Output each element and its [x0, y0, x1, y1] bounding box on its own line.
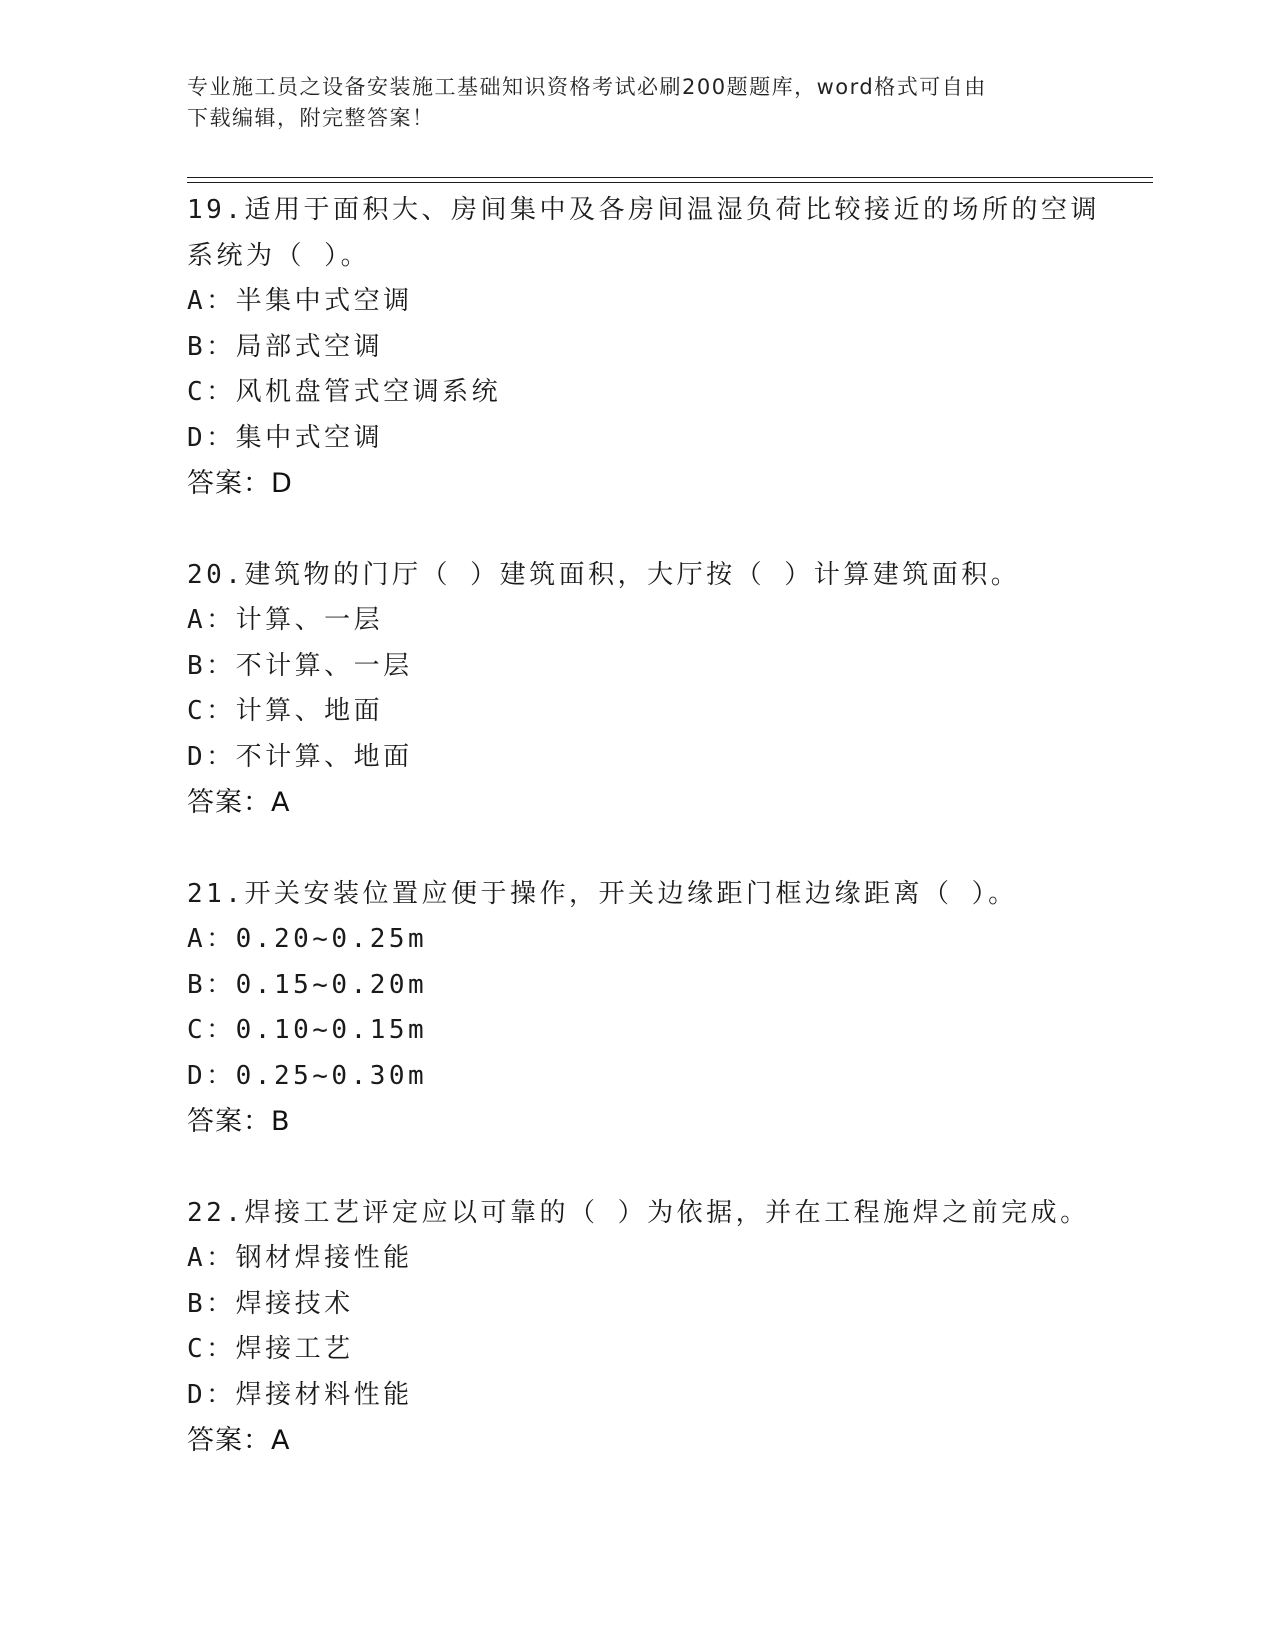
question-21	[187, 872, 1147, 1145]
answer: 答案：D	[187, 468, 293, 499]
question-list	[187, 188, 1147, 1510]
option-c: C：风机盘管式空调系统	[187, 377, 502, 407]
question-stem: 19.适用于面积大、房间集中及各房间温湿负荷比较接近的场所的空调	[187, 195, 1100, 225]
option-a: A：半集中式空调	[187, 286, 413, 316]
question-stem: 22.焊接工艺评定应以可靠的（ ）为依据，并在工程施焊之前完成。	[187, 1197, 1090, 1228]
option-a: A：0.20~0.25m	[187, 924, 428, 954]
header-line-1: 专业施工员之设备安装施工基础知识资格考试必刷200题题库，word格式可自由	[187, 75, 987, 99]
question-22	[187, 1191, 1147, 1464]
question-stem: 系统为（ ）。	[187, 240, 371, 271]
option-a: A：计算、一层	[187, 605, 384, 635]
question-stem: 21.开关安装位置应便于操作，开关边缘距门框边缘距离（ ）。	[187, 878, 1018, 909]
option-d: D：不计算、地面	[187, 741, 413, 772]
option-b: B：焊接技术	[187, 1288, 354, 1319]
header-line-2: 下载编辑，附完整答案！	[187, 106, 435, 130]
option-c: C：0.10~0.15m	[187, 1015, 428, 1045]
option-d: D：0.25~0.30m	[187, 1060, 428, 1091]
option-c: C：焊接工艺	[187, 1334, 354, 1364]
question-stem: 20.建筑物的门厅（ ）建筑面积，大厅按（ ）计算建筑面积。	[187, 559, 1021, 590]
option-d: D：集中式空调	[187, 422, 384, 453]
question-19	[187, 188, 1147, 507]
header-divider-bottom	[187, 182, 1153, 183]
question-20	[187, 553, 1147, 826]
answer: 答案：B	[187, 1106, 291, 1137]
option-b: B：0.15~0.20m	[187, 969, 428, 1000]
header-divider-top	[187, 177, 1153, 178]
answer: 答案：A	[187, 787, 291, 818]
option-b: B：不计算、一层	[187, 650, 413, 681]
option-b: B：局部式空调	[187, 331, 384, 362]
option-d: D：焊接材料性能	[187, 1379, 413, 1410]
answer: 答案：A	[187, 1425, 291, 1456]
document-header	[187, 72, 1067, 134]
option-c: C：计算、地面	[187, 696, 384, 726]
option-a: A：钢材焊接性能	[187, 1243, 413, 1273]
